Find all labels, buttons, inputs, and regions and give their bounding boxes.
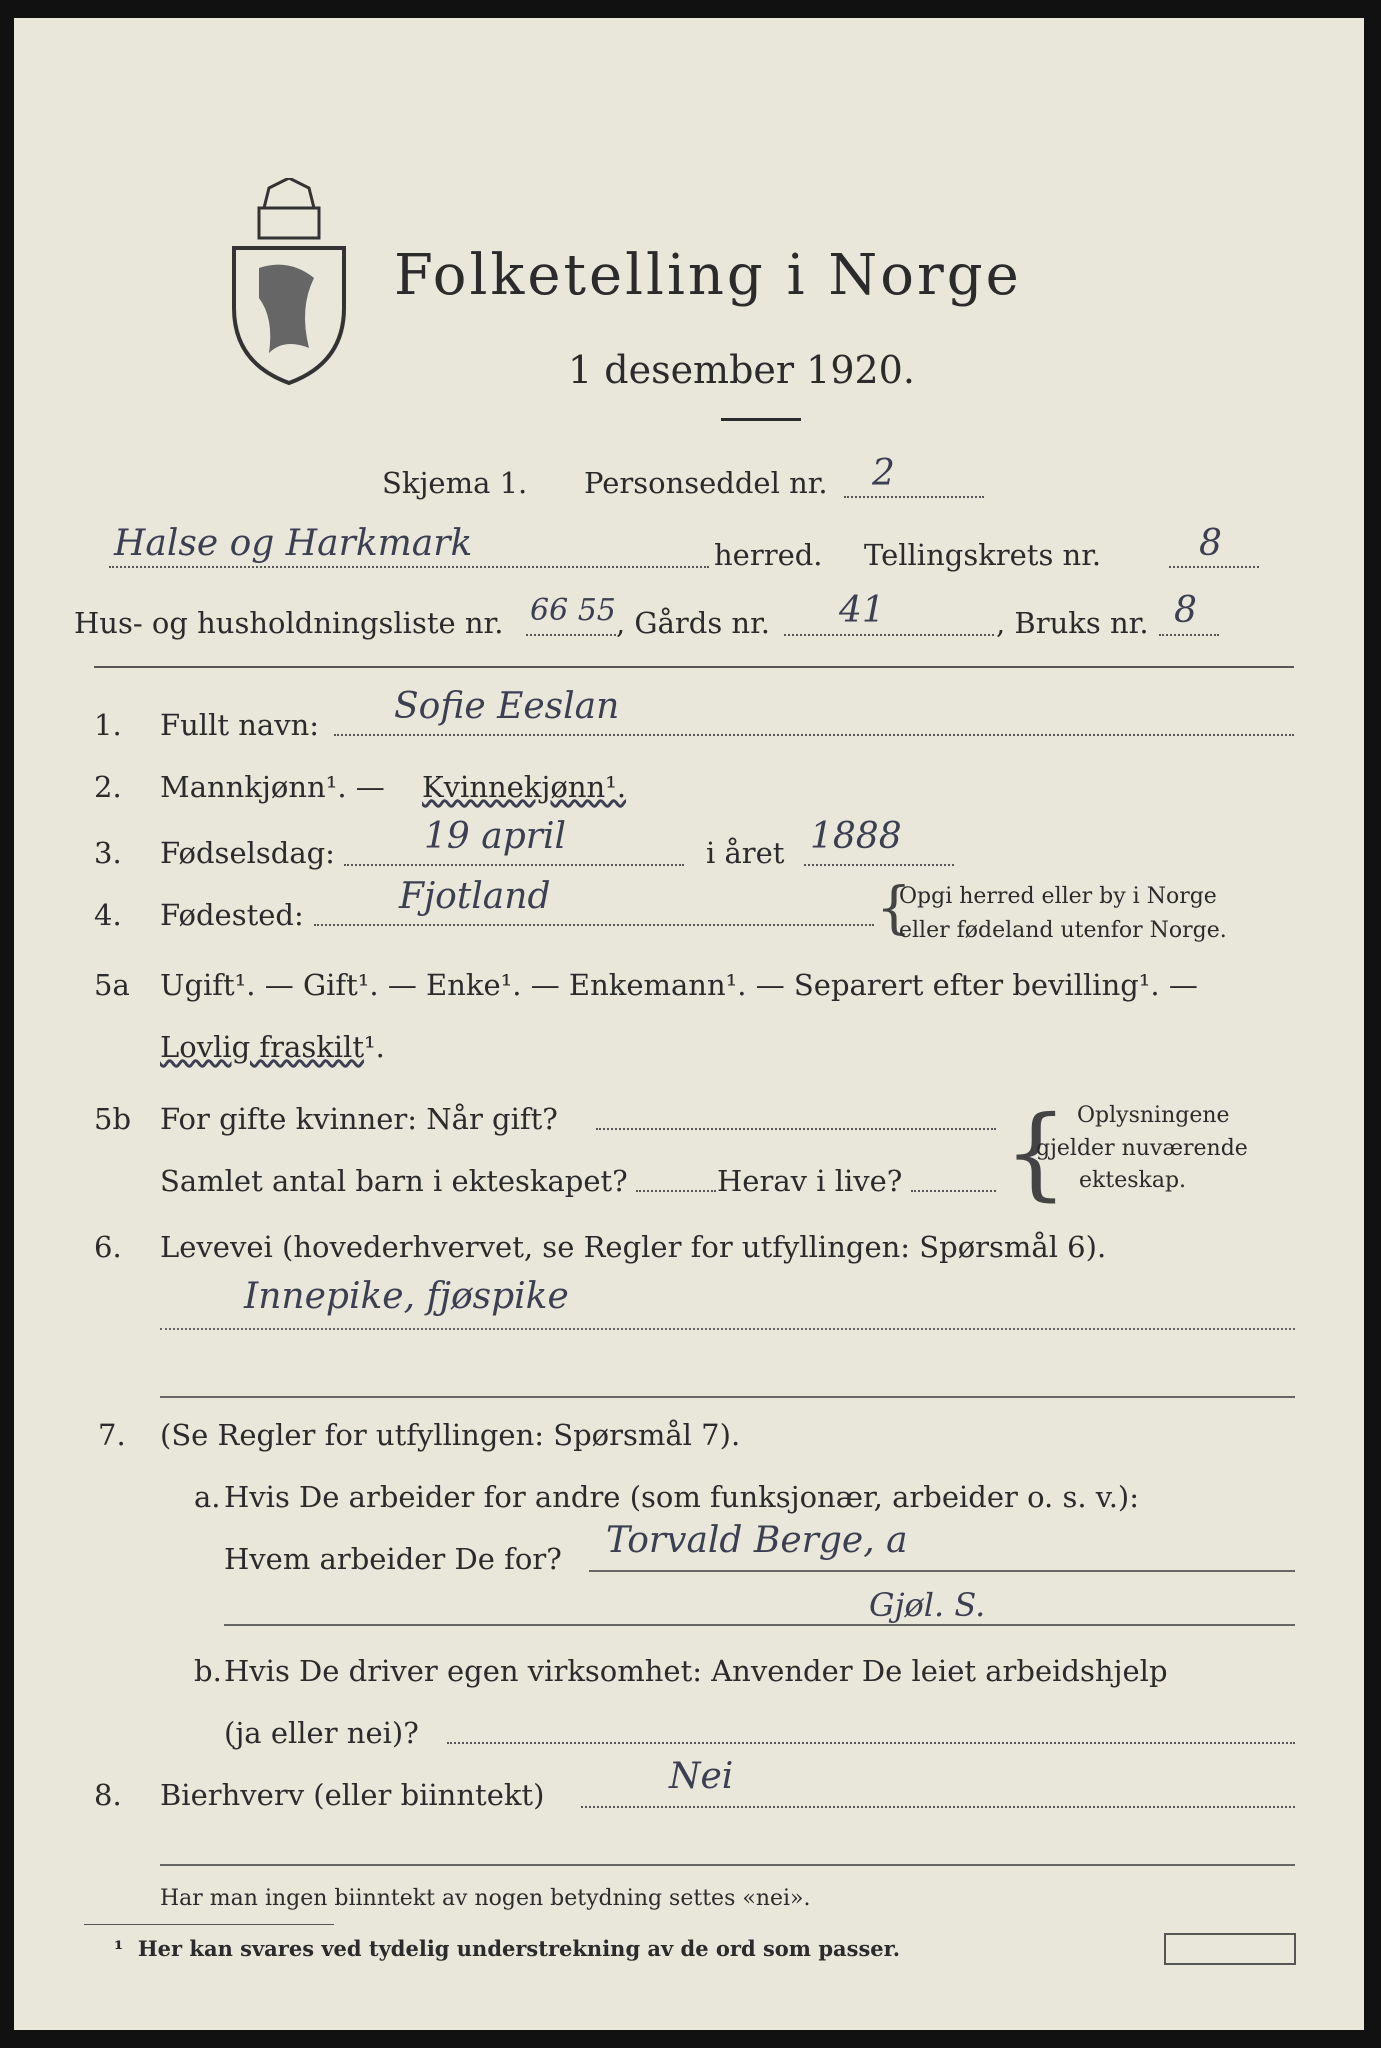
q4-note-1: Opgi herred eller by i Norge	[899, 884, 1217, 909]
gards-label: , Gårds nr.	[616, 606, 770, 640]
livelihood-field[interactable]	[160, 1328, 1295, 1330]
census-form-page	[14, 18, 1364, 2030]
q4-label: Fødested:	[160, 898, 304, 932]
bruks-value: 8	[1174, 590, 1197, 631]
census-date: 1 desember 1920.	[568, 348, 915, 392]
printer-stamp	[1164, 1933, 1296, 1965]
q5a-options-line2	[160, 1030, 385, 1064]
side-income-value: Nei	[669, 1756, 734, 1797]
birthdate-value: 19 april	[424, 816, 566, 857]
q5b-alive: Herav i live?	[717, 1164, 903, 1198]
q4-number: 4.	[94, 898, 122, 932]
page-title: Folketelling i Norge	[394, 243, 1022, 308]
bruks-label: , Bruks nr.	[996, 606, 1149, 640]
q7b-text: Hvis De driver egen virksomhet: Anvender De leiet arbeidshjelp	[224, 1654, 1168, 1688]
full-name-field[interactable]	[334, 734, 1294, 736]
hus-field[interactable]	[526, 634, 616, 636]
hus-value: 66 55	[530, 593, 616, 628]
q3-year-label: i året	[706, 836, 785, 870]
personseddel-value: 2	[872, 453, 895, 494]
employer-value-2: Gjøl. S.	[869, 1586, 986, 1624]
q7a-text: Hvis De arbeider for andre (som funksjonær, arbeider o. s. v.):	[224, 1480, 1140, 1514]
tellingskrets-value: 8	[1199, 523, 1222, 564]
q6-number: 6.	[94, 1230, 122, 1264]
side-income-field[interactable]	[581, 1806, 1295, 1808]
coat-of-arms-icon	[229, 178, 349, 388]
children-field[interactable]	[636, 1190, 716, 1192]
q7a-number: a.	[194, 1480, 221, 1514]
q7b-text-2: (ja eller nei)?	[224, 1716, 419, 1750]
footnote-rule	[84, 1924, 334, 1925]
q5a-number: 5a	[94, 968, 130, 1002]
q2-number: 2.	[94, 770, 122, 804]
hus-label: Hus- og husholdningsliste nr.	[74, 606, 504, 640]
gards-value: 41	[839, 590, 885, 631]
q1-number: 1.	[94, 708, 122, 742]
q3-label: Fødselsdag:	[160, 836, 335, 870]
birthdate-field[interactable]	[344, 864, 684, 866]
tellingskrets-field[interactable]	[1169, 566, 1259, 568]
q8-label: Bierhverv (eller biinntekt)	[160, 1778, 545, 1812]
herred-label: herred.	[714, 538, 823, 572]
birthplace-field[interactable]	[314, 924, 874, 926]
q3-number: 3.	[94, 836, 122, 870]
footnote-mark: ¹	[114, 1936, 124, 1961]
section-divider	[94, 666, 1294, 668]
herred-value: Halse og Harkmark	[114, 523, 473, 564]
q5b-note-2: gjelder nuværende	[1036, 1136, 1248, 1161]
title-rule	[721, 418, 801, 421]
q5b-brace: {	[1004, 1094, 1068, 1211]
q7-number: 7.	[98, 1418, 126, 1452]
q7a-employer-label: Hvem arbeider De for?	[224, 1542, 562, 1576]
full-name-value: Sofie Eeslan	[394, 686, 620, 727]
q7-label: (Se Regler for utfyllingen: Spørsmål 7).	[160, 1418, 741, 1452]
q5a-superscript: ¹.	[363, 1030, 385, 1064]
q2-male: Mannkjønn¹. —	[160, 770, 385, 804]
employer-field-2[interactable]	[224, 1624, 1295, 1626]
skjema-label: Skjema 1.	[382, 466, 528, 500]
personseddel-label: Personseddel nr.	[584, 466, 828, 500]
q5b-number: 5b	[94, 1102, 132, 1136]
livelihood-field-2[interactable]	[160, 1396, 1295, 1398]
q7b-number: b.	[194, 1654, 222, 1688]
q1-label: Fullt navn:	[160, 708, 320, 742]
birthyear-field[interactable]	[804, 864, 954, 866]
q6-label: Levevei (hovederhvervet, se Regler for utfyllingen: Spørsmål 6).	[160, 1230, 1107, 1264]
q5b-note-3: ekteskap.	[1079, 1168, 1187, 1193]
q5a-divorced: Lovlig fraskilt	[160, 1030, 364, 1064]
bruks-field[interactable]	[1159, 634, 1219, 636]
side-income-field-2[interactable]	[160, 1864, 1295, 1866]
birthplace-value: Fjotland	[399, 876, 551, 917]
hired-help-field[interactable]	[447, 1742, 1295, 1744]
q2-female: Kvinnekjønn¹.	[422, 770, 627, 804]
footnote-text: Her kan svares ved tydelig understrekning av de ord som passer.	[137, 1936, 901, 1961]
personseddel-field[interactable]	[844, 496, 984, 498]
q8-number: 8.	[94, 1778, 122, 1812]
married-when-field[interactable]	[596, 1128, 996, 1130]
q4-brace: {	[876, 876, 912, 941]
q8-note: Har man ingen biinntekt av nogen betydning settes «nei».	[160, 1886, 811, 1911]
employer-field[interactable]	[589, 1570, 1295, 1572]
footnote	[114, 1936, 900, 1961]
tellingskrets-label: Tellingskrets nr.	[864, 538, 1102, 572]
employer-value: Torvald Berge, a	[606, 1520, 908, 1561]
herred-field[interactable]	[109, 566, 709, 568]
livelihood-value: Innepike, fjøspike	[244, 1276, 569, 1317]
gards-field[interactable]	[784, 634, 994, 636]
q5b-married-when: For gifte kvinner: Når gift?	[160, 1102, 558, 1136]
q5b-children: Samlet antal barn i ekteskapet?	[160, 1164, 628, 1198]
q5a-options: Ugift¹. — Gift¹. — Enke¹. — Enkemann¹. — Separert efter bevilling¹. —	[160, 968, 1198, 1002]
q4-note-2: eller fødeland utenfor Norge.	[899, 918, 1227, 943]
q5b-note-1: Oplysningene	[1077, 1103, 1230, 1128]
birthyear-value: 1888	[810, 816, 902, 857]
alive-field[interactable]	[911, 1190, 996, 1192]
